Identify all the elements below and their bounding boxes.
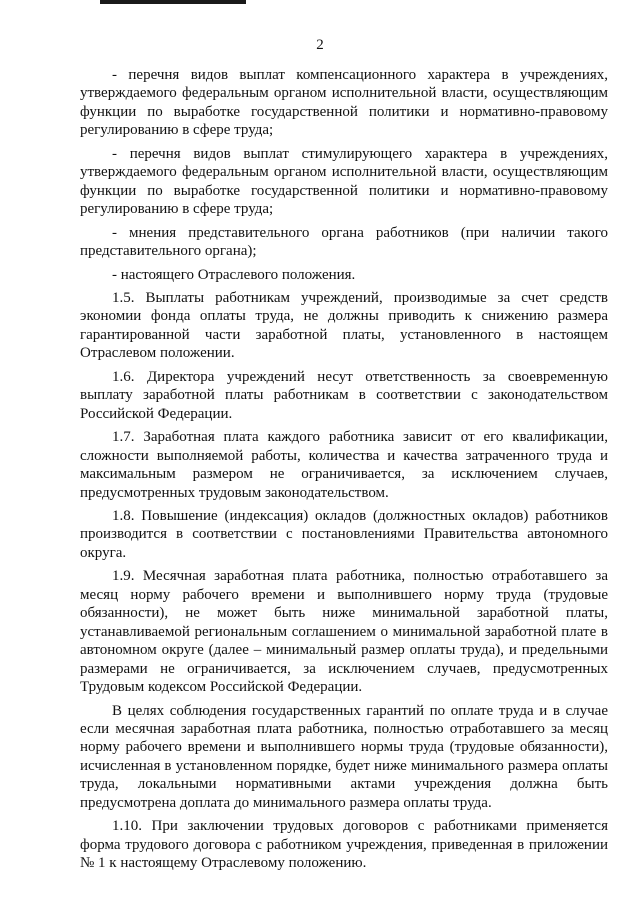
paragraph-incentive-list: - перечня видов выплат стимулирующего характера в учреждениях, утверждаемого федеральным органом исполнительной власти, осуществляющим функции по выработке государственной политики и нормативно-правовому регулированию в сфере труда; [80,145,608,218]
scan-artifact-line [100,0,246,4]
paragraph-industry-regulation: - настоящего Отраслевого положения. [112,266,356,283]
paragraph-compensation-list: - перечня видов выплат компенсационного характера в учреждениях, утверждаемого федеральным органом исполнительной власти, осуществляющим функции по выработке государственной политики и нормативно-правовому регулированию в сфере труда; [80,67,608,139]
paragraph-1-6: 1.6. Директора учреждений несут ответственность за своевременную выплату заработной платы работникам в соответствии с законодательством Российской Федерации. [80,368,608,422]
page-number: 2 [316,37,324,53]
paragraph-representative-body: - мнения представительного органа работников (при наличии такого представительного органа); [80,224,608,260]
paragraph-1-9: 1.9. Месячная заработная плата работника, полностью отработавшего за месяц норму рабочего времени и выполнившего норму труда (трудовые обязанности), не может быть ниже минимальной заработной платы, устанавливаемой региональным соглашением о минимальной заработной плате в автономном округе (далее – минимальный размер оплаты труда), и предельными размерами не ограничивается, за исключением случаев, предусмотренных Трудовым кодексом Российской Федерации. [80,568,608,696]
paragraph-minimum-wage-guarantee: В целях соблюдения государственных гарантий по оплате труда и в случае если месячная заработная плата работника, полностью отработавшего за месяц норму рабочего времени и выполнившего нормы труда (трудовые обязанности), исчисленная в установленном порядке, будет ниже минимального размера оплаты труда, локальными нормативными актами учреждения должна быть предусмотрена доплата до минимального размера оплаты труда. [80,702,608,811]
document-body [80,66,608,878]
paragraph-1-5: 1.5. Выплаты работникам учреждений, производимые за счет средств экономии фонда оплаты труда, не должны приводить к снижению размера гарантированной части заработной платы, установленного в настоящем Отраслевом положении. [80,289,608,362]
paragraph-1-8: 1.8. Повышение (индексация) окладов (должностных окладов) работников производится в соответствии с постановлениями Правительства автономного округа. [80,507,608,561]
paragraph-1-10: 1.10. При заключении трудовых договоров с работниками применяется форма трудового договора с работником учреждения, приведенная в приложении № 1 к настоящему Отраслевому положению. [80,818,608,872]
paragraph-1-7: 1.7. Заработная плата каждого работника зависит от его квалификации, сложности выполняемой работы, количества и качества затраченного труда и максимальным размером не ограничивается, за исключением случаев, предусмотренных трудовым законодательством. [80,429,608,501]
